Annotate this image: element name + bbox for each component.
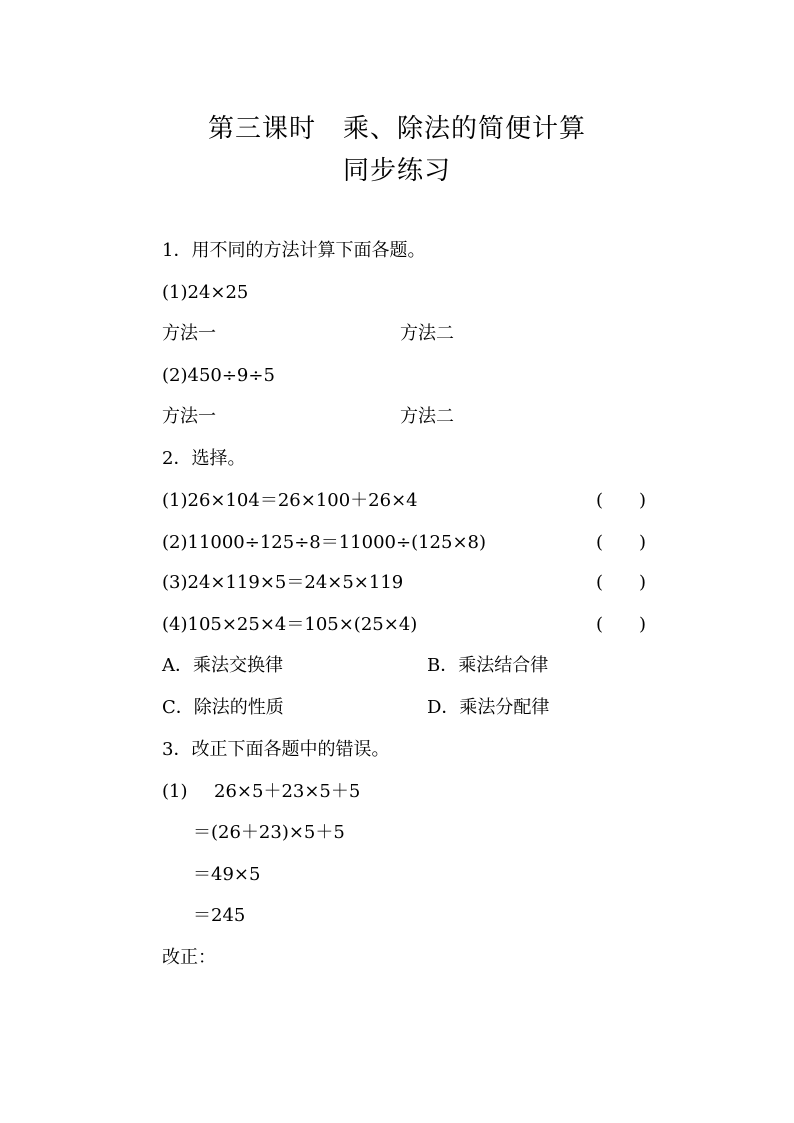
q1-problem-2-method-2: 方法二 (400, 406, 454, 427)
q2-option-c: C．除法的性质 (162, 697, 284, 718)
q2-heading: 2．选择。 (162, 448, 246, 469)
q2-item-4-answer-blank[interactable]: ( ) (596, 614, 647, 635)
page-title: 第三课时 乘、除法的简便计算 (207, 114, 586, 144)
q2-item-2-answer-blank[interactable]: ( ) (596, 532, 647, 553)
q3-step-1: ＝(26＋23)×5＋5 (193, 822, 345, 843)
q3-step-2: ＝49×5 (193, 864, 261, 885)
q3-heading: 3．改正下面各题中的错误。 (162, 739, 390, 760)
q2-item-1: (1)26×104＝26×100＋26×4 (162, 490, 418, 511)
q2-item-1-answer-blank[interactable]: ( ) (596, 490, 647, 511)
q1-problem-1-method-2: 方法二 (400, 323, 454, 344)
q1-problem-2: (2)450÷9÷5 (162, 365, 275, 386)
q2-item-3: (3)24×119×5＝24×5×119 (162, 572, 404, 593)
q2-item-2: (2)11000÷125÷8＝11000÷(125×8) (162, 532, 487, 553)
q1-problem-1: (1)24×25 (162, 282, 249, 303)
q3-expression: 26×5＋23×5＋5 (214, 781, 361, 802)
q2-item-3-answer-blank[interactable]: ( ) (596, 572, 647, 593)
q2-item-4: (4)105×25×4＝105×(25×4) (162, 614, 418, 635)
q3-step-3: ＝245 (193, 905, 246, 926)
q1-problem-2-method-1: 方法一 (162, 406, 216, 427)
page-subtitle: 同步练习 (342, 156, 451, 186)
q3-correction-label: 改正： (162, 947, 216, 968)
q3-problem-label: (1) (162, 781, 188, 802)
q2-option-a: A．乘法交换律 (162, 655, 283, 676)
q2-option-b: B．乘法结合律 (427, 655, 549, 676)
q2-option-d: D．乘法分配律 (427, 697, 550, 718)
q1-heading: 1．用不同的方法计算下面各题。 (162, 240, 426, 261)
q1-problem-1-method-1: 方法一 (162, 323, 216, 344)
